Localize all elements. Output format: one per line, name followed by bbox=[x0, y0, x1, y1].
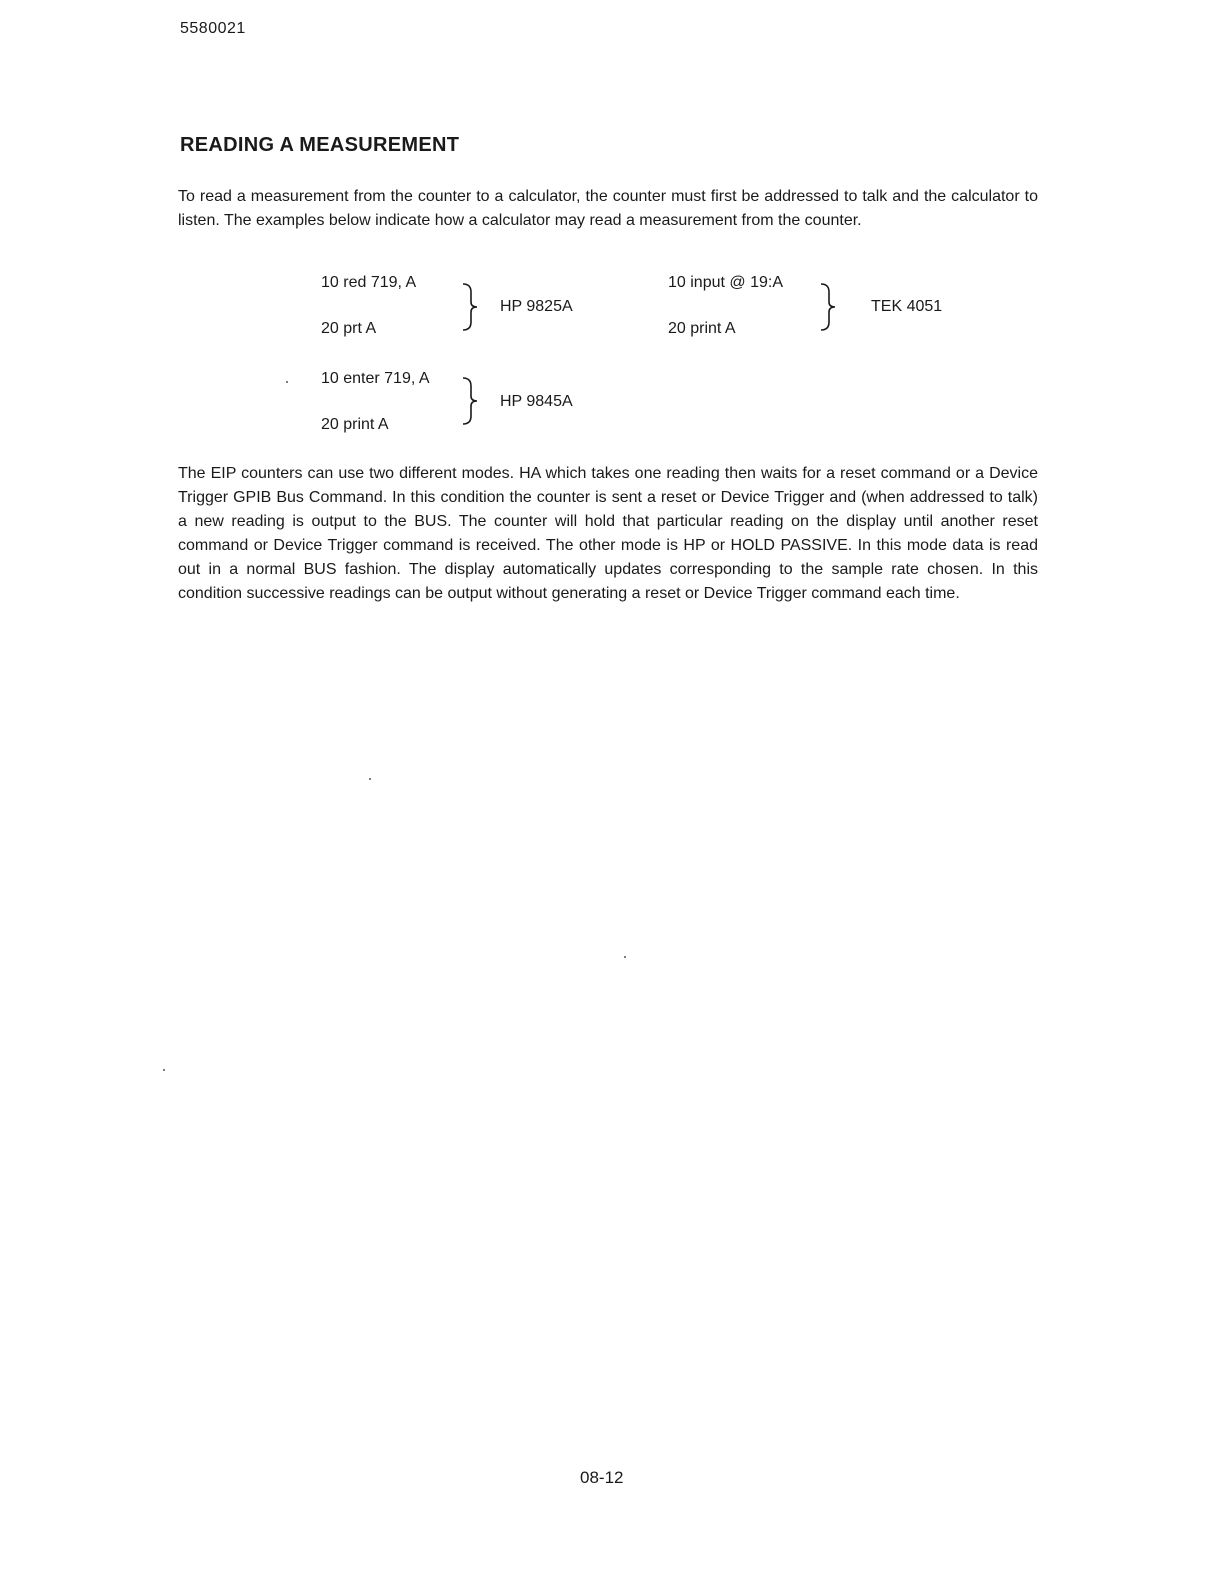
code-line: 10 red 719, A bbox=[321, 274, 417, 291]
page-number: 08-12 bbox=[580, 1468, 624, 1487]
scan-speck bbox=[163, 1069, 165, 1071]
right-brace-icon bbox=[818, 282, 840, 332]
scan-speck bbox=[624, 956, 626, 958]
intro-paragraph: To read a measurement from the counter to a calculator, the counter must first be addressed to talk and the calculator to listen. The examples below indicate how a calculator may read a measurement from the counter. bbox=[178, 188, 1038, 229]
scan-speck bbox=[369, 778, 371, 780]
code-line: 20 prt A bbox=[321, 320, 377, 337]
modes-paragraph: The EIP counters can use two different modes. HA which takes one reading then waits for a reset command or a Device Trigger GPIB Bus Command. In this condition the counter is sent a reset or Device Trigger and (when addressed to talk) a new reading is output to the BUS. The counter will hold that particular reading on the display until another reset command or Device Trigger command is received. The other mode is HP or HOLD PASSIVE. In this mode data is read out in a normal BUS fashion. The display automatically updates corresponding to the sample rate chosen. In this condition successive readings can be output without generating a reset or Device Trigger command each time. bbox=[178, 465, 1038, 602]
calculator-label: TEK 4051 bbox=[871, 298, 943, 315]
code-line: 10 input @ 19:A bbox=[668, 274, 783, 291]
code-line: 20 print A bbox=[321, 416, 389, 433]
right-brace-icon bbox=[460, 376, 482, 426]
code-line: 10 enter 719, A bbox=[321, 370, 430, 387]
section-heading: READING A MEASUREMENT bbox=[180, 134, 460, 156]
right-brace-icon bbox=[460, 282, 482, 332]
calculator-label: HP 9845A bbox=[500, 393, 573, 410]
document-number: 5580021 bbox=[180, 20, 246, 37]
code-line: 20 print A bbox=[668, 320, 736, 337]
scan-speck bbox=[286, 381, 288, 383]
calculator-label: HP 9825A bbox=[500, 298, 573, 315]
